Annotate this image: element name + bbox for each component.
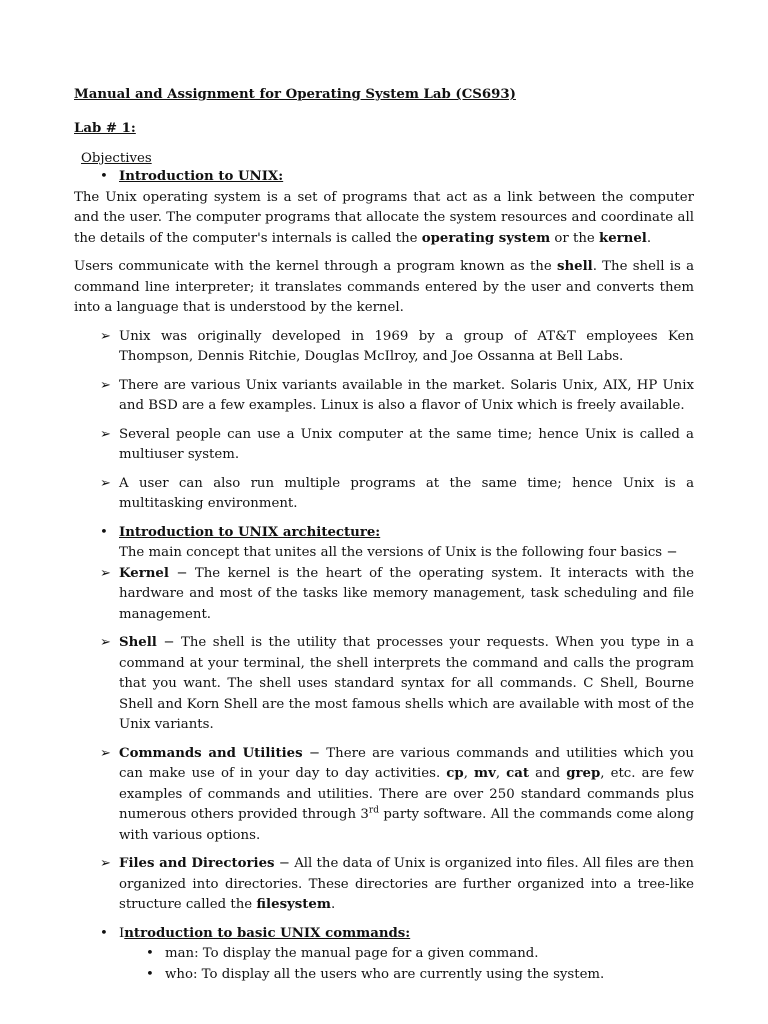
text-run: , — [463, 766, 475, 781]
arrow-bullet-icon: ➢ — [100, 856, 111, 871]
bullet-icon: • — [146, 946, 154, 961]
text-run: , — [495, 766, 507, 781]
text-run: . The shell is a command line interpreter; it translates commands entered by the user and converts them into a language that is understood by the kernel. — [74, 259, 695, 315]
list-item — [74, 965, 694, 986]
text-run: . — [330, 897, 336, 912]
list-item-text: Several people can use a Unix computer at the same time; hence Unix is called a multiuser system. — [119, 426, 694, 462]
arrow-bullet-icon: ➢ — [100, 426, 111, 442]
list-item — [74, 474, 694, 515]
bold-term: Kernel — [119, 565, 169, 581]
section-intro-unix — [74, 167, 694, 188]
text-run: − There are various commands and utilities which you can make use of in your day to day activities. — [119, 745, 695, 781]
bullet-icon: • — [100, 524, 108, 540]
list-item — [74, 944, 694, 965]
bold-term: Shell — [119, 635, 157, 650]
bold-term: cat — [506, 766, 529, 781]
arrow-bullet-icon: ➢ — [100, 475, 111, 491]
list-item-text: who: To display all the users who are currently using the system. — [165, 966, 605, 982]
list-item-text: Unix was originally developed in 1969 by a group of AT&T employees Ken Thompson, Dennis Ritchie, Douglas McIlroy, and Joe Ossanna at Bell Labs. — [119, 328, 694, 364]
heading-first-letter: I — [119, 925, 125, 941]
bullet-icon: • — [100, 169, 108, 184]
objectives-heading: Objectives — [81, 151, 152, 166]
architecture-intro: The main concept that unites all the versions of Unix is the following four basics − — [119, 545, 678, 560]
list-item-text: A user can also run multiple programs at the same time; hence Unix is a multitasking environment. — [119, 475, 694, 511]
text-run: or the — [550, 230, 599, 246]
section-unix-architecture — [74, 523, 694, 544]
document-content — [74, 85, 694, 985]
list-item-kernel — [74, 564, 694, 626]
arrow-bullet-icon: ➢ — [100, 565, 111, 581]
bullet-icon: • — [100, 925, 108, 941]
list-item — [74, 327, 694, 368]
arrow-bullet-icon: ➢ — [100, 377, 111, 393]
document-title: Manual and Assignment for Operating System Lab (CS693) — [74, 87, 516, 102]
text-run: The Unix operating system is a set of programs that act as a link between the computer and the user. The computer programs that allocate the system resources and coordinate all the details of the computer's internals is called the — [74, 189, 694, 246]
list-item-shell — [74, 633, 694, 736]
section-heading: Introduction to UNIX: — [119, 169, 284, 184]
arrow-bullet-icon: ➢ — [100, 635, 111, 650]
arrow-bullet-icon: ➢ — [100, 745, 111, 761]
bold-term: operating system — [421, 230, 551, 246]
list-item-commands — [74, 744, 694, 847]
list-item-text: − The kernel is the heart of the operating system. It interacts with the hardware and most of the tasks like memory management, task scheduling and file management. — [119, 565, 694, 622]
arrow-bullet-icon: ➢ — [100, 328, 111, 344]
list-item — [74, 425, 694, 466]
bold-term: Commands and Utilities — [119, 745, 303, 761]
text-run: party software. All the commands come along with various options. — [119, 807, 695, 843]
section-basic-commands — [74, 924, 694, 945]
section-heading: ntroduction to basic UNIX commands: — [124, 925, 411, 941]
list-item-text: − The shell is the utility that processes your requests. When you type in a command at your terminal, the shell interprets the command and calls the program that you want. The shell uses standard syntax for all commands. C Shell, Bourne Shell and Korn Shell are the most famous shells which are available with most of the Unix variants. — [119, 635, 694, 732]
text-run: Users communicate with the kernel through a program known as the — [74, 259, 557, 274]
list-item-text: There are various Unix variants available in the market. Solaris Unix, AIX, HP Unix and BSD are a few examples. Linux is also a flavor of Unix which is freely available. — [119, 377, 694, 413]
bold-term: cp — [446, 766, 464, 781]
paragraph-unix-definition — [74, 188, 694, 250]
paragraph-shell-intro — [74, 257, 694, 319]
text-run: , etc. are few examples of commands and utilities. There are over 250 standard commands plus numerous others provided through 3 — [119, 766, 694, 822]
bold-term: mv — [474, 766, 496, 781]
section-heading: Introduction to UNIX architecture: — [119, 524, 381, 540]
text-run: and — [529, 766, 567, 781]
superscript: rd — [368, 805, 379, 816]
bold-term: filesystem — [256, 897, 331, 912]
list-item — [74, 376, 694, 417]
bold-term: grep — [566, 766, 601, 781]
lab-heading: Lab # 1: — [74, 120, 136, 136]
bullet-icon: • — [146, 966, 154, 982]
text-run: − All the data of Unix is organized into files. All files are then organized into directories. These directories are further organized into a tree-like structure called the — [119, 856, 694, 912]
bold-term: shell — [556, 259, 593, 274]
bold-term: Files and Directories — [119, 856, 275, 871]
list-item-text: man: To display the manual page for a given command. — [165, 946, 539, 961]
bold-term: kernel — [599, 230, 647, 246]
list-item-files — [74, 854, 694, 916]
text-run: . — [646, 230, 652, 246]
